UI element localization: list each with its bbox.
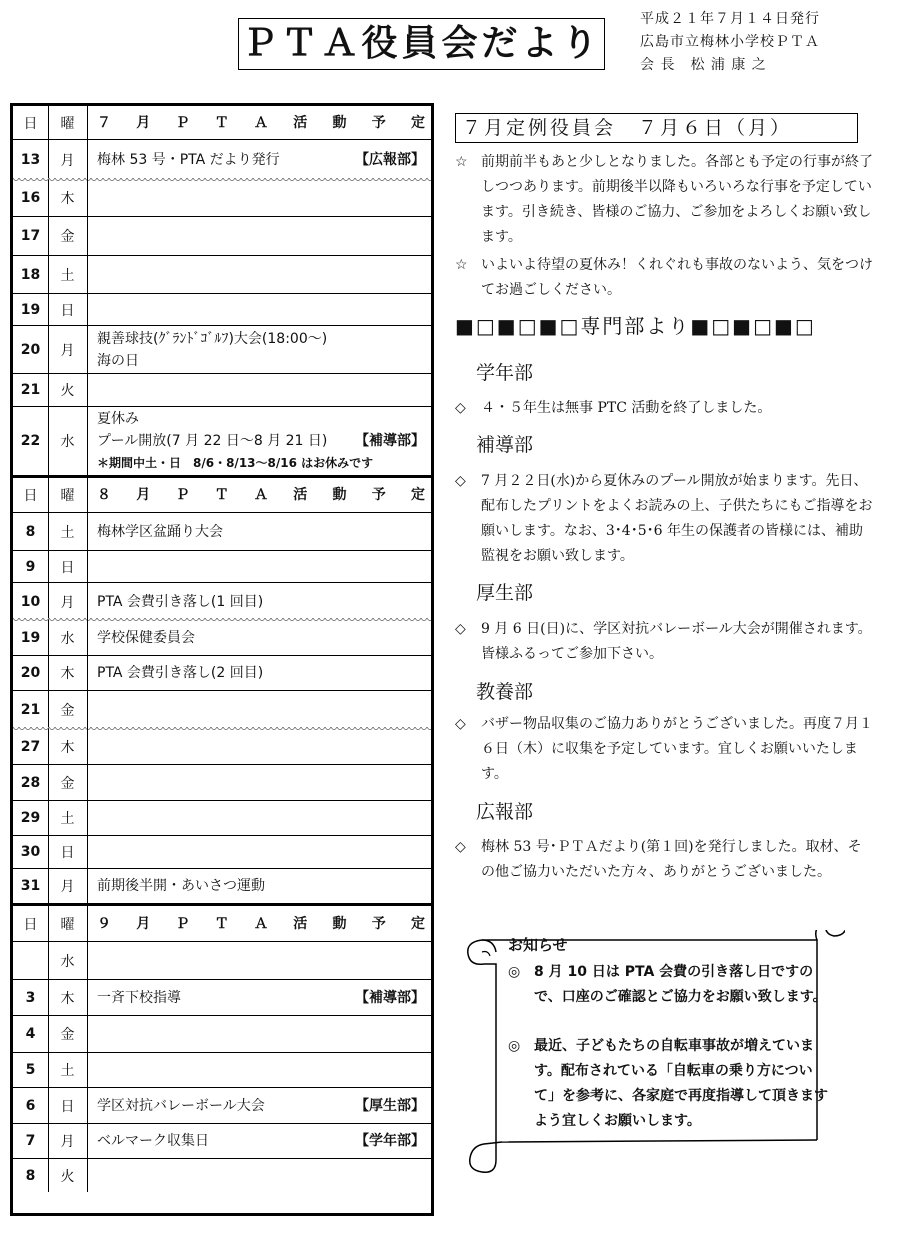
month-header-char: Ａ <box>254 487 268 503</box>
dept-tag: 【補導部】 <box>355 433 425 449</box>
event-cell <box>97 140 425 180</box>
col-weekday-header: 曜 <box>48 906 88 941</box>
weekday-cell: 金 <box>48 217 88 255</box>
month-header-char: 動 <box>332 114 347 131</box>
month-header-char: Ｐ <box>175 915 190 932</box>
diamond-icon: ◇ <box>455 473 466 489</box>
day-cell: 7 <box>13 1124 49 1158</box>
dept-name: 広報部 <box>476 801 534 823</box>
day-cell: 3 <box>13 980 49 1015</box>
meeting-item <box>455 253 875 303</box>
event-cell <box>97 765 425 800</box>
month-header-char: 定 <box>411 114 425 131</box>
day-cell: 13 <box>13 140 49 180</box>
dept-item <box>455 835 875 885</box>
day-cell: 10 <box>13 583 49 620</box>
month-header <box>97 913 425 935</box>
month-header-char: 月 <box>136 915 151 932</box>
meeting-item-text: いよいよ待望の夏休み！くれぐれも事故のないよう、気をつけてお過ごしください。 <box>481 257 873 298</box>
month-header-char: Ｔ <box>214 487 229 503</box>
event-text: プール開放(7 月 22 日～8 月 21 日) <box>97 433 328 449</box>
month-header-char: 予 <box>371 487 386 503</box>
issue-president: 会 長 松 浦 康 之 <box>640 57 767 73</box>
month-header-char: ７ <box>97 114 111 131</box>
event-cell <box>97 1088 425 1123</box>
event-cell <box>97 583 425 620</box>
weekday-cell: 火 <box>48 1159 88 1192</box>
month-header-char: 月 <box>136 114 151 131</box>
schedule-row <box>13 180 431 217</box>
day-cell: 28 <box>13 765 49 800</box>
meeting-title: ７月定例役員会 ７月６日（月） <box>455 113 858 143</box>
event-cell <box>97 836 425 868</box>
weekday-cell: 水 <box>48 407 88 475</box>
event-text: PTA 会費引き落し(2 回目) <box>97 665 264 681</box>
month-header-char: 動 <box>332 915 347 932</box>
event-cell <box>97 942 425 979</box>
event-text: 夏休み <box>97 411 139 427</box>
event-cell <box>97 620 425 655</box>
event-note: ＊期間中土・日 8/6・8/13～8/16 はお休みです <box>97 456 374 470</box>
event-cell <box>97 729 425 764</box>
event-cell <box>97 1053 425 1087</box>
meeting-item <box>455 150 875 250</box>
schedule-row <box>13 1016 431 1053</box>
event-cell <box>97 1159 425 1192</box>
issue-school: 広島市立梅林小学校ＰＴＡ <box>640 34 820 50</box>
day-cell: 29 <box>13 801 49 835</box>
dept-item <box>455 617 875 667</box>
day-cell <box>13 942 49 979</box>
dept-name: 厚生部 <box>476 582 534 604</box>
day-cell: 30 <box>13 836 49 868</box>
dept-name: 補導部 <box>476 434 534 456</box>
weekday-cell: 木 <box>48 180 88 216</box>
schedule-row <box>13 256 431 294</box>
month-header-char: ９ <box>97 915 111 932</box>
day-cell: 4 <box>13 1016 49 1052</box>
event-text: 前期後半開・あいさつ運動 <box>97 878 265 894</box>
schedule-row <box>13 1053 431 1088</box>
issue-info <box>640 8 820 77</box>
event-text: 梅林学区盆踊り大会 <box>97 523 223 540</box>
dept-tag: 【補導部】 <box>355 989 425 1006</box>
schedule-header-row <box>13 906 431 942</box>
star-icon: ☆ <box>455 154 468 170</box>
event-cell <box>97 374 425 406</box>
dept-item-text: 梅林 53 号･ＰＴＡだより(第１回)を発行しました。取材、その他ご協力いただいた方々、ありがとうございました。 <box>481 839 862 880</box>
day-cell: 6 <box>13 1088 49 1123</box>
weekday-cell: 木 <box>48 980 88 1015</box>
dept-name: 学年部 <box>476 362 534 384</box>
schedule-row <box>13 551 431 583</box>
departments-heading: ■□■□■□専門部より■□■□■□ <box>455 314 816 338</box>
day-cell: 21 <box>13 691 49 729</box>
dept-item <box>455 712 875 787</box>
day-cell: 27 <box>13 729 49 764</box>
schedule-row <box>13 1124 431 1159</box>
event-cell <box>97 294 425 325</box>
schedule-row <box>13 407 431 478</box>
schedule-row <box>13 656 431 691</box>
dept-item-text: バザー物品収集のご協力ありがとうございました。再度７月１６日（木）に収集を予定しています。宜しくお願いいたします。 <box>481 716 873 782</box>
schedule-row <box>13 836 431 869</box>
dept-item-text: 7 月２２日(水)から夏休みのプール開放が始まります。先日、配布したプリントをよくお読みの上、子供たちにもご指導をお願いします。なお、3･4･5･6 年生の保護者の皆様には、補助監視をお願い致します。 <box>481 473 873 564</box>
event-text: 学区対抗バレーボール大会 <box>97 1097 265 1114</box>
event-text: 海の日 <box>97 352 139 369</box>
issue-date: 平成２１年７月１４日発行 <box>640 11 820 27</box>
weekday-cell: 木 <box>48 656 88 690</box>
schedule-row <box>13 294 431 326</box>
col-weekday-header: 曜 <box>48 106 88 139</box>
weekday-cell: 水 <box>48 942 88 979</box>
weekday-cell: 月 <box>48 1124 88 1158</box>
weekday-cell: 水 <box>48 620 88 655</box>
schedule-row <box>13 691 431 729</box>
event-cell <box>97 326 425 373</box>
dept-item <box>455 396 875 421</box>
notice-item <box>508 1034 833 1134</box>
event-cell <box>97 513 425 550</box>
month-header-char: 動 <box>332 487 347 503</box>
notice-item-text: 8 月 10 日は PTA 会費の引き落し日ですので、口座のご確認とご協力をお願い致します。 <box>534 964 827 1005</box>
event-text: ベルマーク収集日 <box>97 1133 209 1149</box>
schedule-row <box>13 374 431 407</box>
event-cell <box>97 551 425 582</box>
day-cell: 16 <box>13 180 49 216</box>
schedule-row <box>13 326 431 374</box>
dept-item <box>455 469 875 569</box>
month-header-char: Ｐ <box>175 487 190 503</box>
month-header-char: 予 <box>371 114 386 131</box>
schedule-row <box>13 729 431 765</box>
dept-item-text: ４・５年生は無事 PTC 活動を終了しました。 <box>481 400 772 416</box>
double-circle-icon: ◎ <box>508 1038 521 1054</box>
event-cell <box>97 180 425 216</box>
month-header-char: Ａ <box>254 915 268 932</box>
dept-tag: 【学年部】 <box>355 1133 425 1149</box>
day-cell: 9 <box>13 551 49 582</box>
weekday-cell: 日 <box>48 836 88 868</box>
event-cell <box>97 256 425 293</box>
schedule-row <box>13 217 431 256</box>
event-cell <box>97 1124 425 1158</box>
weekday-cell: 金 <box>48 691 88 729</box>
day-cell: 21 <box>13 374 49 406</box>
month-header-char: 活 <box>293 114 308 131</box>
weekday-cell: 日 <box>48 294 88 325</box>
month-header <box>97 112 425 134</box>
diamond-icon: ◇ <box>455 716 466 732</box>
day-cell: 19 <box>13 294 49 325</box>
schedule-row <box>13 869 431 906</box>
month-header-char: Ｐ <box>175 114 190 131</box>
schedule-row <box>13 583 431 620</box>
schedule-row <box>13 513 431 551</box>
day-cell: 31 <box>13 869 49 903</box>
event-cell <box>97 980 425 1015</box>
event-text: 学校保健委員会 <box>97 629 195 646</box>
weekday-cell: 月 <box>48 326 88 373</box>
month-header-char: Ａ <box>254 114 268 131</box>
day-cell: 20 <box>13 656 49 690</box>
weekday-cell: 日 <box>48 1088 88 1123</box>
month-header-char: 予 <box>371 915 386 932</box>
weekday-cell: 月 <box>48 869 88 903</box>
schedule-row <box>13 801 431 836</box>
day-cell: 18 <box>13 256 49 293</box>
dept-item-text: 9 月 6 日(日)に、学区対抗バレーボール大会が開催されます。皆様ふるってご参加下さい。 <box>481 621 872 662</box>
day-cell: 20 <box>13 326 49 373</box>
notice-item-text: 最近、子どもたちの自転車事故が増えています。配布されている「自転車の乗り方について」を参考に、各家庭で再度指導して頂きますよう宜しくお願いします。 <box>534 1038 828 1129</box>
meeting-item-text: 前期前半もあと少しとなりました。各部とも予定の行事が終了しつつあります。前期後半以降もいろいろな行事を予定しています。引き続き、皆様のご協力、ご参加をよろしくお願い致します。 <box>481 154 873 245</box>
col-weekday-header: 曜 <box>48 478 88 512</box>
event-cell <box>97 407 425 475</box>
newsletter-title: ＰＴＡ役員会だより <box>238 18 605 70</box>
weekday-cell: 月 <box>48 140 88 180</box>
dept-tag: 【厚生部】 <box>355 1097 425 1114</box>
double-circle-icon: ◎ <box>508 964 521 980</box>
event-text: 親善球技(ｸﾞﾗﾝﾄﾞｺﾞﾙﾌ)大会(18:00～) <box>97 330 328 347</box>
activity-schedule-table <box>10 103 434 1216</box>
event-text: PTA 会費引き落し(1 回目) <box>97 593 264 610</box>
day-cell: 8 <box>13 1159 49 1192</box>
weekday-cell: 金 <box>48 1016 88 1052</box>
weekday-cell: 木 <box>48 729 88 764</box>
day-cell: 8 <box>13 513 49 550</box>
event-cell <box>97 801 425 835</box>
event-text: 梅林 53 号・PTA だより発行 <box>97 152 280 168</box>
weekday-cell: 月 <box>48 583 88 620</box>
notice-item <box>508 960 833 1010</box>
month-header-char: 月 <box>136 487 151 503</box>
schedule-row <box>13 1159 431 1192</box>
month-header-char: ８ <box>97 487 111 503</box>
dept-tag: 【広報部】 <box>355 152 425 168</box>
weekday-cell: 土 <box>48 1053 88 1087</box>
event-cell <box>97 217 425 255</box>
schedule-row <box>13 942 431 980</box>
schedule-row <box>13 620 431 656</box>
schedule-header-row <box>13 478 431 513</box>
schedule-row <box>13 1088 431 1124</box>
schedule-row <box>13 765 431 801</box>
month-header <box>97 484 425 506</box>
weekday-cell: 土 <box>48 513 88 550</box>
month-header-char: Ｔ <box>214 114 229 131</box>
event-text: 一斉下校指導 <box>97 989 181 1006</box>
month-header-char: Ｔ <box>214 915 229 932</box>
weekday-cell: 土 <box>48 256 88 293</box>
month-header-char: 活 <box>293 487 308 503</box>
weekday-cell: 日 <box>48 551 88 582</box>
event-cell <box>97 656 425 690</box>
diamond-icon: ◇ <box>455 839 466 855</box>
weekday-cell: 金 <box>48 765 88 800</box>
diamond-icon: ◇ <box>455 400 466 416</box>
schedule-row <box>13 980 431 1016</box>
col-day-header: 日 <box>13 106 49 139</box>
notice-scroll <box>462 930 845 1175</box>
event-cell <box>97 869 425 903</box>
day-cell: 22 <box>13 407 49 475</box>
col-day-header: 日 <box>13 478 49 512</box>
weekday-cell: 土 <box>48 801 88 835</box>
star-icon: ☆ <box>455 257 468 273</box>
event-cell <box>97 1016 425 1052</box>
month-header-char: 定 <box>411 487 425 503</box>
month-header-char: 定 <box>411 915 425 932</box>
notice-title: お知らせ <box>508 936 568 954</box>
schedule-row <box>13 140 431 180</box>
weekday-cell: 火 <box>48 374 88 406</box>
day-cell: 17 <box>13 217 49 255</box>
event-cell <box>97 691 425 729</box>
day-cell: 19 <box>13 620 49 655</box>
day-cell: 5 <box>13 1053 49 1087</box>
col-day-header: 日 <box>13 906 49 941</box>
schedule-header-row <box>13 106 431 140</box>
dept-name: 教養部 <box>476 681 534 703</box>
diamond-icon: ◇ <box>455 621 466 637</box>
month-header-char: 活 <box>293 915 308 932</box>
